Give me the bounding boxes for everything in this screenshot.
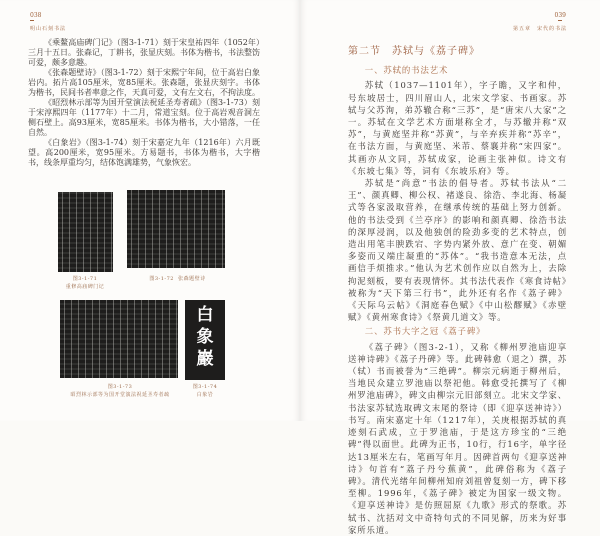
figure-label: 图3-1-71	[72, 276, 98, 282]
rubbing-image-3-1-73	[60, 300, 178, 378]
paragraph: 苏轼是“尚意”书法的倡导者。苏轼书法从“二王”、颜真卿、柳公权、褚遂良、徐浩、李北海、杨凝式等各家汲取营养，在继承传统的基础上努力创新。他的书法受到《兰亭序》的影响和颜真卿、徐浩书法的深厚浸润，以及他独创的险劲多变的艺术特点，创造出用笔丰腴跌宕、字势内紧外放、意广在变、朝媚多姿而又端庄凝重的“苏体”。“我书造意本无法，点画信手烦推求。”他认为艺术创作应以自然为上，去除拘泥刻板，要有表现情怀。其书法代表作《寒食诗帖》被称为“天下第三行书”，此外还有名作《荔子碑》《天际乌云帖》《洞庭春色赋》《中山松醪赋》《赤壁赋》《黄州寒食诗》《祭黄几道文》等。	[348, 178, 567, 323]
figure-label: 图3-1-73	[107, 384, 133, 390]
paragraph: 苏轼（1037—1101年），字子瞻，又字和仲，号东坡居士，四川眉山人，北宋文学家、书画家。苏轼与父苏洵，弟苏辙合称“三苏”，是“唐宋八大家”之一。苏轼在文学艺术方面堪称全才，与苏辙并称“双苏”，与黄庭坚并称“苏黄”，与辛弃疾并称“苏辛”，在书法方面，与黄庭坚、米芾、蔡襄并称“宋四家”。其画亦从文同，苏轼成家，论画主张神似。诗文有《东坡七集》等，词有《东坡乐府》等。	[348, 80, 567, 176]
running-head: 明山石刻书法	[30, 26, 67, 32]
divider	[558, 20, 562, 21]
subsection-title: 一、苏轼的书法艺术	[364, 65, 449, 76]
paragraph: 《白象岩》（图3-1-74）刻于宋嘉定九年（1216年）六月既望。高200厘米，宽95厘米。方易题书，书体为楷书，大字楷书，线条厚重均匀，结体饱满雄势，气象恢宏。	[28, 138, 260, 167]
inscription: 白象巖	[196, 305, 214, 369]
figure-title: 昭烈林示部等为国开堂演法祝延圣寿者疏	[70, 392, 170, 398]
figure-caption	[130, 275, 225, 283]
figure-label: 图3-1-72	[149, 276, 174, 282]
page-number: 038	[30, 12, 42, 19]
right-page	[300, 0, 600, 535]
paragraph: 《张森题壁诗》（图3-1-72）刻于宋熙宁年间，位于高岩白象岩内。拓片高105厘米，宽85厘米。张森题，张显庆刻字。书体为楷书，民间书者率意之作，天真可爱，文有左文右，不拘法度。	[28, 68, 260, 97]
rubbing-image-3-1-74	[185, 300, 225, 380]
paragraph: 《昭烈林示部等为国开堂演法祝延圣寿者疏》（图3-1-73）刻于宋淳熙四年（1177年）十二月，常道宝刻。位于高岩观音洞左侧石壁上。高93厘米，宽85厘米。书体为楷书，大小错落，一任自然。	[28, 98, 260, 137]
divider	[30, 20, 34, 21]
page-number: 039	[554, 12, 566, 19]
figure-title: 重修高庙碑门记	[65, 284, 105, 290]
running-head: 第五章 宋代的书法	[512, 26, 567, 32]
figure-caption	[185, 383, 225, 399]
subsection-title: 二、苏书大字之冠《荔子碑》	[364, 326, 486, 337]
section-title: 第二节 苏轼与《荔子碑》	[348, 46, 480, 57]
paragraph: 《荔子碑》（图3-2-1），又称《柳州罗池庙迎享送神诗碑》《荔子丹碑》等。此碑韩愈（退之）撰，苏（轼）书而被誉为“三绝碑”。柳宗元病逝于柳州后，当地民众建立罗池庙以祭祀他。韩愈受托撰写了《柳州罗池庙碑》，碑文由柳宗元旧部刻立。北宋文学家、书法家苏轼选取碑文末尾的祭诗（即《迎享送神诗》）书写。南宋嘉定十年（1217年），关庚根据苏轼的真迹刻石武成，立于罗池庙，于是这方珍宝的“三绝碑”得以面世。此碑为正书，10行，行16字，单字径达13厘米左右，笔画写年月。因碑首两句《迎享送神诗》句首有“荔子丹兮蕉黄”，此碑俗称为《荔子碑》。清代光绪年间柳州知府刘祖曾复刻一方，碑下移至柳。1996年，《荔子碑》被定为国家一级文物。《迎享送神诗》是仿照屈原《九歌》形式的祭歌。苏轼书、沈括对文中奇特句式的不同见解，历来为好事家所乐道。	[348, 341, 567, 535]
rubbing-image-3-1-72	[127, 190, 225, 268]
rubbing-image-3-1-71	[58, 192, 113, 272]
figure-title: 张森题壁诗	[178, 276, 206, 282]
figure-label: 图3-1-74	[192, 384, 218, 390]
left-page	[0, 0, 300, 421]
paragraph: 《乘鳌高庙碑门记》（图3-1-71）刻于宋皇祐四年（1052年）三月十五日。张森记，丁耕书，张显庆刻。书体为楷书，书法整饬可爱，颇多意趣。	[28, 38, 260, 67]
figure-title: 白象岩	[196, 392, 214, 398]
body-text	[348, 46, 567, 536]
figure-caption	[50, 275, 120, 291]
figure-caption	[50, 383, 190, 399]
body-text	[28, 38, 260, 168]
